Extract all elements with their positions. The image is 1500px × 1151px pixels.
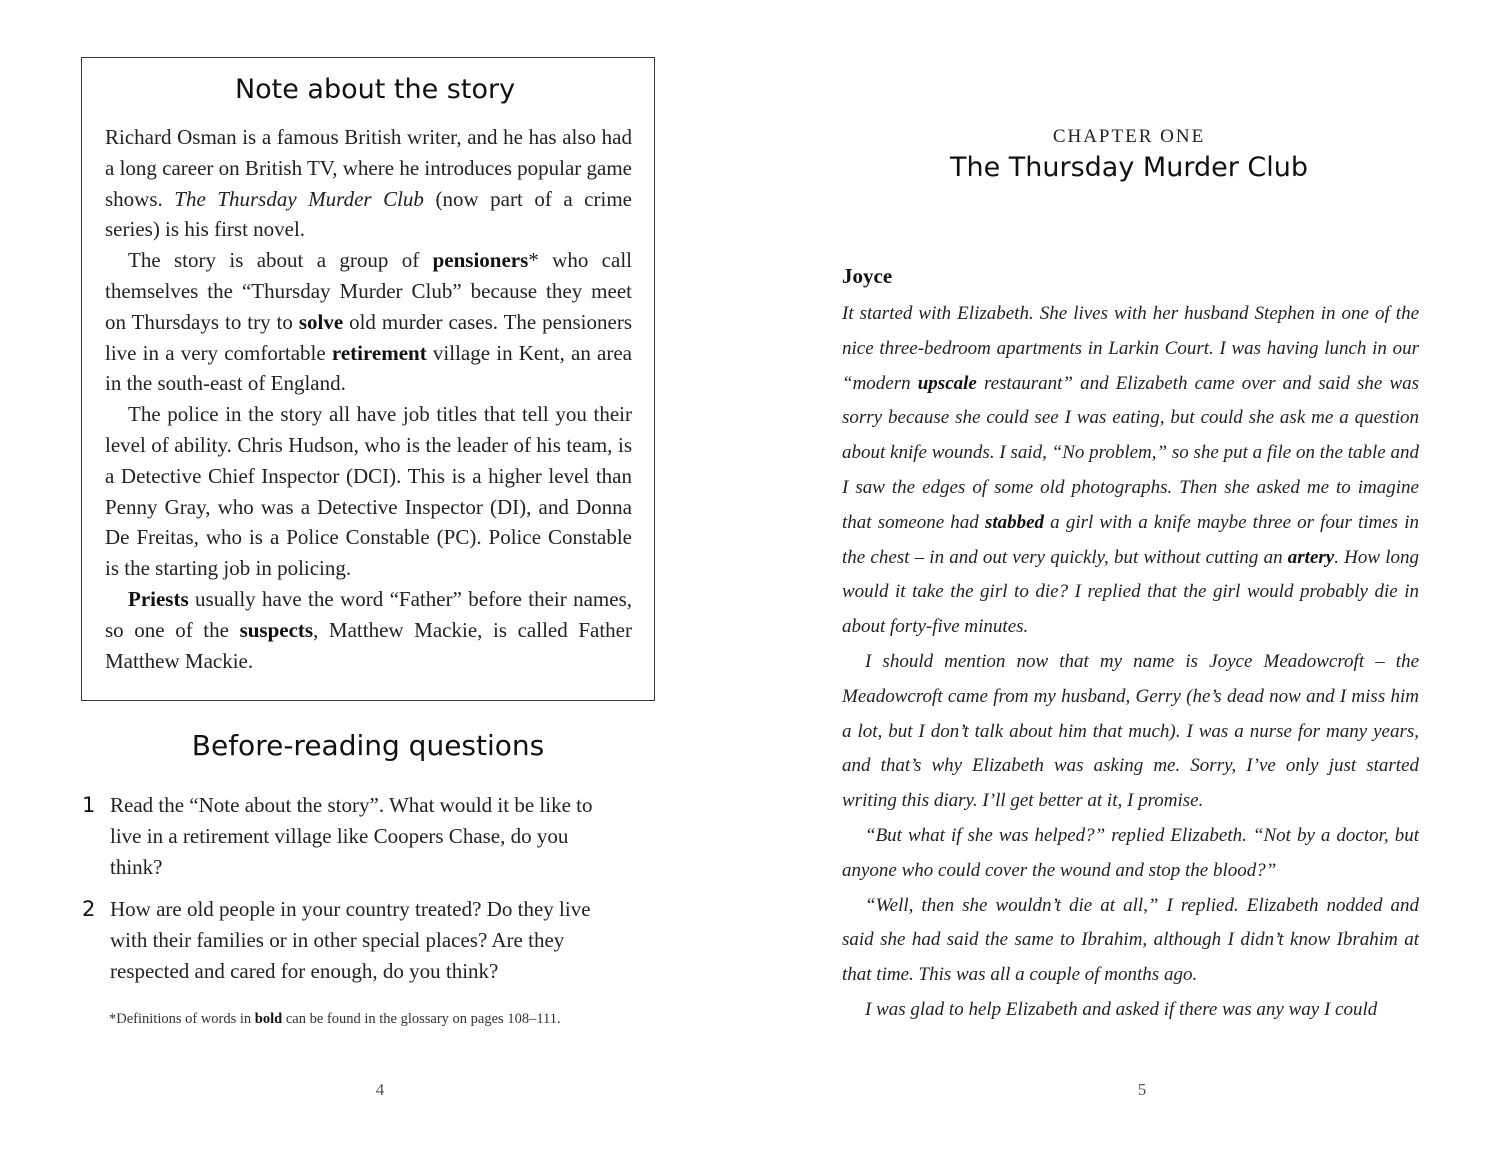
glossary-term: stabbed (984, 511, 1045, 533)
question-text: Read the “Note about the story”. What would it be like to live in a retirement village like Coopers Chase, do you think? (110, 793, 593, 879)
text-run: , Matthew Mackie, is called Father Matthew Mackie. (105, 617, 632, 673)
text-run: The story is about a group of (128, 248, 433, 273)
italic-title: The Thursday Murder Club (174, 186, 424, 211)
text-run: * who call themselves the “Thursday Murder Club” because they meet on Thursdays to try to (105, 248, 632, 334)
question-number: 1 (82, 793, 96, 817)
glossary-term: Priests (128, 586, 189, 611)
text-run: I should mention now that my name is Joyce Meadowcroft – the Meadowcroft came from my husband, Gerry (he’s dead now and I miss him a lot, but I don’t talk about him that much). I was a nurse for many years, and that’s why Elizabeth was asking me. Sorry, I’ve only just started writing this diary. I’ll get better at it, I promise. (842, 650, 1419, 812)
question-number: 2 (82, 897, 96, 921)
page-number: 4 (375, 1080, 385, 1099)
note-title: Note about the story (234, 74, 516, 105)
text-run: can be found in the glossary on pages 108–111. (282, 1011, 561, 1027)
paragraph (842, 297, 1419, 645)
chapter-label: CHAPTER ONE (1052, 126, 1206, 147)
glossary-term: artery (1287, 546, 1335, 568)
text-run: *Definitions of words in (109, 1011, 255, 1027)
paragraph (842, 889, 1419, 993)
glossary-term: bold (254, 1011, 283, 1027)
text-run: (now part of a crime series) is his first novel. (105, 186, 632, 242)
story-text (842, 297, 1419, 1028)
paragraph (105, 122, 632, 245)
chapter-title: The Thursday Murder Club (949, 152, 1308, 183)
paragraph (842, 645, 1419, 819)
text-run: . How long would it take the girl to die? I replied that the girl would probably die in about forty-five minutes. (842, 546, 1419, 638)
glossary-term: solve (298, 309, 344, 334)
note-text (105, 122, 632, 676)
text-run: restaurant” and Elizabeth came over and said she was sorry because she could see I was eating, but could she ask me a question about knife wounds. I said, “No problem,” so she put a file on the table and I saw the edges of some old photographs. Then she asked me to imagine that someone had (842, 372, 1420, 533)
page-number: 5 (1137, 1080, 1147, 1099)
glossary-term: pensioners (432, 248, 529, 273)
glossary-term: upscale (917, 372, 977, 394)
paragraph (105, 584, 632, 676)
text-run: The police in the story all have job titles that tell you their level of ability. Chris Hudson, who is the leader of his team, is a Detective Chief Inspector (DCI). This is a higher level than Penny Gray, who was a Detective Inspector (DI), and Donna De Freitas, who is a Police Constable (PC). Police Constable is the starting job in policing. (105, 402, 632, 581)
text-run: “Well, then she wouldn’t die at all,” I replied. Elizabeth nodded and said she had said the same to Ibrahim, although I didn’t know Ibrahim at that time. This was all a couple of months ago. (842, 894, 1419, 986)
before-reading-title: Before-reading questions (191, 729, 545, 762)
paragraph (105, 245, 632, 399)
question-text: How are old people in your country treated? Do they live with their families or in other special places? Are they respected and cared for enough, do you think? (110, 897, 591, 983)
text-run: It started with Elizabeth. She lives with her husband Stephen in one of the nice three-bedroom apartments in Larkin Court. I was having lunch in our “modern (842, 303, 1419, 394)
text-run: I was glad to help Elizabeth and asked if there was any way I could (865, 998, 1378, 1020)
text-run: old murder cases. The pensioners live in a very comfortable (105, 309, 632, 365)
paragraph (842, 993, 1419, 1028)
text-run: a girl with a knife maybe three or four times in the chest – in and out very quickly, but without cutting an (842, 511, 1419, 568)
text-run: Richard Osman is a famous British writer, and he has also had a long career on British TV, where he introduces popular game shows. (105, 125, 632, 211)
speaker-name: Joyce (842, 264, 893, 288)
text-run: village in Kent, an area in the south-east of England. (105, 340, 632, 396)
glossary-term: retirement (331, 340, 427, 365)
paragraph (105, 399, 632, 584)
text-run: usually have the word “Father” before their names, so one of the (105, 586, 632, 642)
footnote (109, 1011, 669, 1028)
glossary-term: suspects (239, 617, 314, 642)
text-run: “But what if she was helped?” replied Elizabeth. “Not by a doctor, but anyone who could cover the wound and stop the blood?” (842, 824, 1419, 881)
paragraph (842, 819, 1419, 889)
right-page (750, 0, 1500, 1151)
